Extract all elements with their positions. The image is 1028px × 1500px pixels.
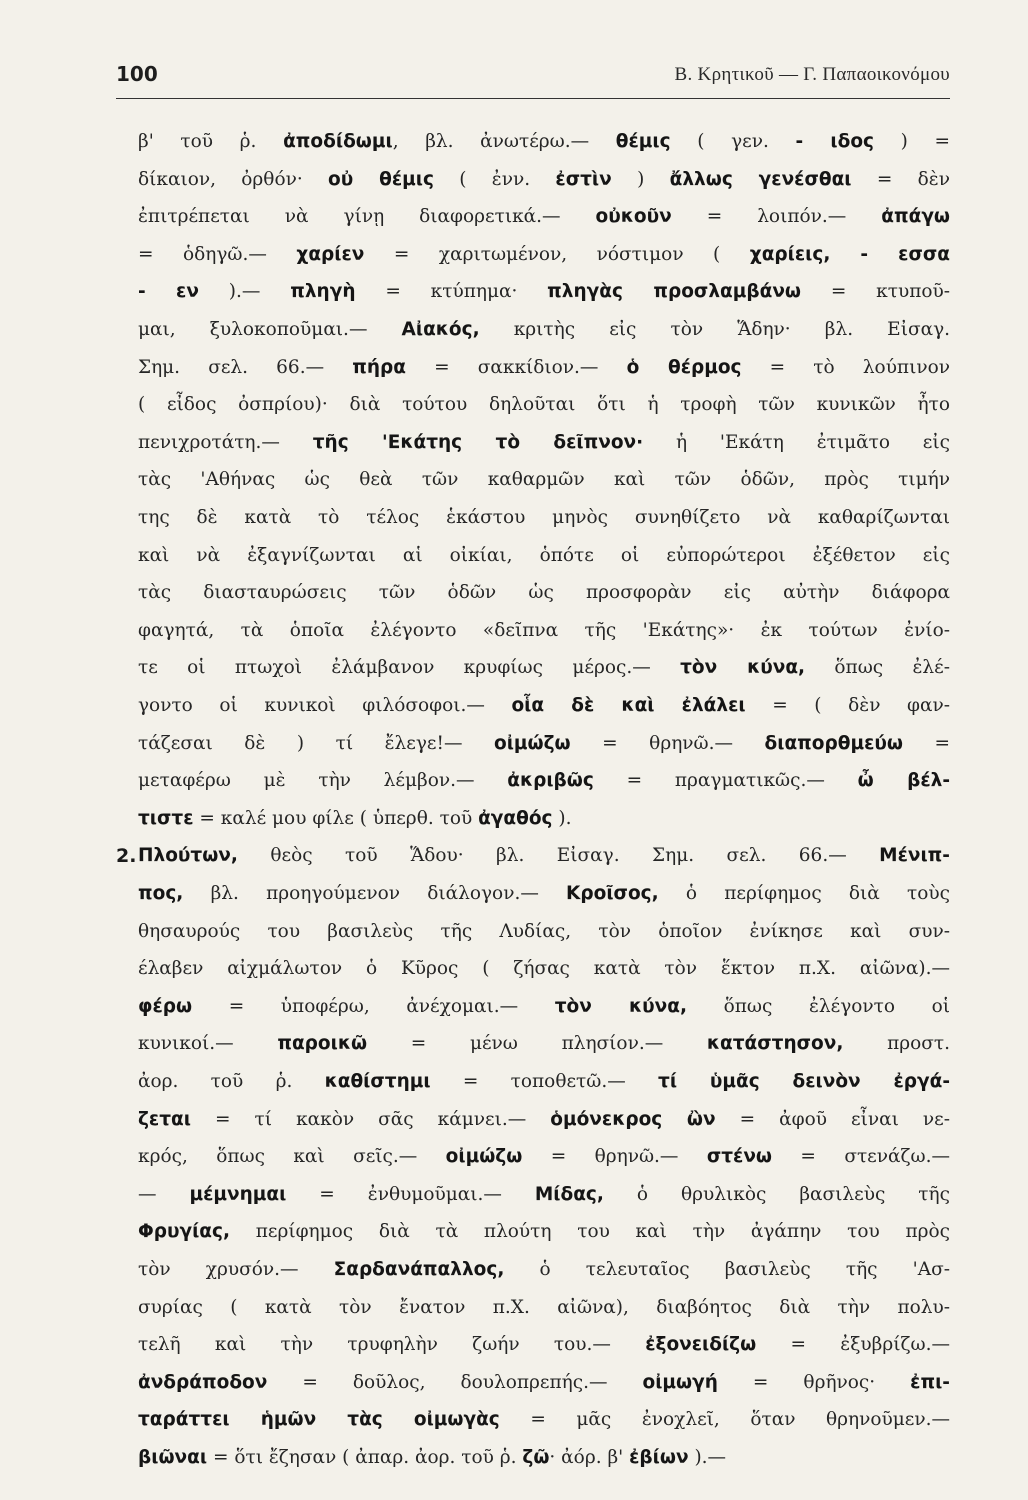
text-line	[138, 163, 950, 197]
headword: στένω	[706, 1146, 773, 1168]
headword: Μίδας,	[534, 1183, 604, 1205]
headword: πήρα	[352, 356, 406, 378]
headword: τὸν κύνα,	[680, 657, 806, 679]
gloss-text: ἀορ. τοῦ ῥ.	[138, 1071, 325, 1092]
gloss-text: περίφημος διὰ τὰ πλούτη του καὶ τὴν ἀγάπην του πρὸς	[229, 1221, 950, 1243]
headword: Μένιπ-	[879, 845, 950, 867]
headword: ταράττει ἡμῶν τὰς οἰμωγὰς	[138, 1409, 500, 1431]
gloss-text: θεὸς τοῦ Ἅδου· βλ. Εἰσαγ. Σημ. σελ. 66.—	[237, 845, 880, 867]
headword: ἐστὶν	[555, 168, 612, 190]
gloss-text: προστ.	[843, 1033, 950, 1055]
headword: καθίστημι	[324, 1071, 431, 1092]
headword: τὸν κύνα,	[554, 995, 688, 1017]
gloss-text: )	[611, 168, 670, 190]
text-line	[138, 877, 950, 911]
text-line	[138, 1027, 950, 1061]
gloss-text: = τί κακὸν σᾶς κάμνει.—	[190, 1108, 551, 1130]
gloss-text: = ἐνθυμοῦμαι.—	[286, 1183, 535, 1205]
text-line	[138, 1178, 950, 1212]
headword: ὁμόνεκρος ὢν	[550, 1108, 716, 1130]
text-line	[138, 388, 950, 422]
headword: διαπορθμεύω	[764, 732, 903, 754]
headword: οὐκοῦν	[595, 206, 672, 228]
text-line	[138, 351, 950, 385]
text-line	[138, 764, 950, 798]
gloss-text: = τὸ λούπινον	[741, 356, 950, 378]
headword: Κροῖσος,	[566, 883, 659, 904]
gloss-text: = ( δὲν φαν-	[745, 695, 950, 716]
text-line	[138, 1366, 950, 1400]
gloss-text: τὰς 'Αθήνας ὡς θεὰ τῶν καθαρμῶν καὶ τῶν ὁδῶν, πρὸς τιμήν	[138, 469, 950, 491]
gloss-text: ὅπως ἐλέ-	[805, 657, 950, 679]
headword: πος,	[138, 883, 184, 904]
gloss-text: καὶ νὰ ἐξαγνίζωνται αἱ οἰκίαι, ὁπότε οἱ εὐπορώτεροι ἐξέθετον εἰς	[138, 544, 950, 566]
headword: οἰμώζω	[493, 732, 571, 754]
gloss-text: μεταφέρω μὲ τὴν λέμβον.—	[138, 770, 508, 792]
gloss-text: κυνικοί.—	[138, 1033, 278, 1055]
gloss-text: = θρῆνος·	[717, 1371, 911, 1393]
gloss-text: ) =	[874, 131, 950, 152]
text-line	[138, 463, 950, 497]
gloss-text: = μένω πλησίον.—	[367, 1033, 707, 1055]
text-line	[138, 651, 950, 685]
gloss-text: τελῆ καὶ τὴν τρυφηλὴν ζωήν του.—	[138, 1334, 646, 1356]
text-line	[138, 1103, 950, 1137]
gloss-text: = κτυποῦ-	[801, 281, 950, 303]
gloss-text: της δὲ κατὰ τὸ τέλος ἑκάστου μηνὸς συνηθίζετο νὰ καθαρίζωνται	[138, 507, 950, 528]
gloss-text: = καλέ μου φίλε ( ὑπερθ. τοῦ	[193, 807, 479, 829]
gloss-text: συρίας ( κατὰ τὸν ἔνατον π.Χ. αἰῶνα), διαβόητος διὰ τὴν πολυ-	[138, 1296, 950, 1318]
gloss-text: γοντο οἱ κυνικοὶ φιλόσοφοι.—	[138, 695, 512, 716]
page-number: 100	[116, 62, 158, 86]
gloss-text: = θρηνῶ.—	[570, 732, 765, 754]
gloss-text: = μᾶς ἐνοχλεῖ, ὅταν θρηνοῦμεν.—	[499, 1409, 950, 1431]
headword: - ιδος	[795, 131, 874, 152]
headword: ἐβίων	[629, 1447, 689, 1468]
gloss-text: = ὁδηγῶ.—	[138, 243, 297, 265]
gloss-text: ὁ θρυλικὸς βασιλεὺς τῆς	[603, 1183, 950, 1205]
headword: οἷα δὲ καὶ ἐλάλει	[511, 695, 746, 716]
gloss-text: = δὲν	[851, 168, 950, 190]
text-line	[138, 576, 950, 610]
page-header	[116, 62, 950, 92]
headword: ἐπι-	[910, 1371, 950, 1393]
gloss-text: Σημ. σελ. 66.—	[138, 356, 353, 378]
gloss-text: θησαυρούς του βασιλεὺς τῆς Λυδίας, τὸν ὁποῖον ἐνίκησε καὶ συν-	[138, 920, 950, 942]
gloss-text: = σακκίδιον.—	[406, 356, 627, 378]
gloss-text: = κτύπημα·	[355, 281, 548, 303]
gloss-text: , βλ. ἀνωτέρω.—	[392, 131, 616, 152]
headword: ἄλλως γενέσθαι	[669, 168, 852, 190]
headword: οἰμωγή	[642, 1371, 718, 1393]
gloss-text: = λοιπόν.—	[671, 206, 882, 228]
gloss-text: —	[138, 1183, 190, 1205]
running-head: Β. Κρητικοῦ — Γ. Παπαοικονόμου	[674, 64, 950, 85]
headword: ζεται	[138, 1108, 191, 1130]
headword: πληγὰς προσλαμβάνω	[547, 281, 802, 303]
gloss-text: = χαριτωμένον, νόστιμον (	[364, 243, 750, 265]
gloss-text: ( γεν.	[670, 131, 796, 152]
text-line	[138, 1215, 950, 1249]
header-rule	[116, 98, 950, 99]
headword: Αἰακός,	[401, 319, 480, 340]
headword: ἀκριβῶς	[507, 770, 594, 792]
text-line	[138, 952, 950, 986]
gloss-text: = τοποθετῶ.—	[430, 1071, 659, 1092]
text-line	[138, 1403, 950, 1437]
gloss-text: φαγητά, τὰ ὁποῖα ἐλέγοντο «δεῖπνα τῆς 'Εκάτης»· ἐκ τούτων ἐνίο-	[138, 619, 950, 641]
text-line	[138, 501, 950, 535]
text-line	[138, 839, 950, 873]
headword: οὐ θέμις	[328, 168, 434, 190]
text-line	[138, 238, 950, 272]
headword: ἀγαθός	[478, 807, 553, 829]
headword: Φρυγίας,	[138, 1221, 230, 1243]
text-line	[138, 1065, 950, 1099]
gloss-text: τὸν χρυσόν.—	[138, 1259, 334, 1280]
text-line	[138, 1291, 950, 1325]
gloss-text: κρός, ὅπως καὶ σεῖς.—	[138, 1146, 446, 1168]
text-line	[138, 125, 950, 159]
headword: Σαρδανάπαλλος,	[333, 1259, 505, 1280]
gloss-text: = θρηνῶ.—	[522, 1146, 707, 1168]
headword: Πλούτων,	[138, 845, 238, 867]
gloss-text: κριτὴς εἰς τὸν Ἅδην· βλ. Εἰσαγ.	[479, 319, 950, 340]
gloss-text: τε οἱ πτωχοὶ ἐλάμβανον κρυφίως μέρος.—	[138, 657, 681, 679]
headword: τῆς 'Εκάτης τὸ δεῖπνον·	[312, 431, 644, 453]
text-line	[138, 275, 950, 309]
headword: βιῶναι	[138, 1447, 208, 1468]
text-line	[138, 802, 950, 836]
headword: οἰμώζω	[445, 1146, 523, 1168]
text-line	[138, 1328, 950, 1362]
headword: μέμνημαι	[189, 1183, 287, 1205]
gloss-text: δίκαιον, ὀρθόν·	[138, 168, 329, 190]
gloss-text: =	[902, 732, 950, 754]
gloss-text: ( εἶδος ὀσπρίου)· διὰ τούτου δηλοῦται ὅτι ἡ τροφὴ τῶν κυνικῶν ἦτο	[138, 394, 950, 416]
gloss-text: · ἀόρ. β'	[549, 1447, 630, 1468]
text-line	[138, 1253, 950, 1287]
gloss-text: ἡ 'Εκάτη ἐτιμᾶτο εἰς	[643, 431, 950, 453]
gloss-text: = ἀφοῦ εἶναι νε-	[715, 1108, 950, 1130]
text-line	[138, 1140, 950, 1174]
text-line	[138, 614, 950, 648]
gloss-text: τάζεσαι δὲ ) τί ἔλεγε!—	[138, 732, 494, 754]
headword: ἀπάγω	[881, 206, 950, 228]
gloss-text: ὅπως ἐλέγοντο οἱ	[687, 995, 950, 1017]
headword: χαρίεις, - εσσα	[749, 243, 950, 265]
gloss-text: = ὅτι ἔζησαν ( ἀπαρ. ἀορ. τοῦ ῥ.	[207, 1447, 523, 1468]
headword: ἀνδράποδον	[138, 1371, 268, 1393]
headword: τί ὑμᾶς δεινὸν ἐργά-	[658, 1071, 950, 1092]
headword: κατάστησον,	[706, 1033, 844, 1055]
gloss-text: ).—	[688, 1447, 727, 1468]
gloss-text: = ὑποφέρω, ἀνέχομαι.—	[192, 995, 555, 1017]
gloss-text: ( ἐνν.	[433, 168, 556, 190]
text-line	[138, 539, 950, 573]
text-line	[138, 313, 950, 347]
headword: ἐξονειδίζω	[645, 1334, 757, 1356]
gloss-text: = ἐξυβρίζω.—	[756, 1334, 950, 1356]
headword: πληγὴ	[290, 281, 356, 303]
gloss-text: = πραγματικῶς.—	[593, 770, 858, 792]
gloss-text: ὁ τελευταῖος βασιλεὺς τῆς 'Ασ-	[504, 1259, 950, 1280]
gloss-text: έλαβεν αἰχμάλωτον ὁ Κῦρος ( ζήσας κατὰ τὸν ἕκτον π.Χ. αἰῶνα).—	[138, 958, 950, 980]
headword: τιστε	[138, 807, 194, 829]
gloss-text: τὰς διασταυρώσεις τῶν ὁδῶν ὡς προσφορὰν εἰς αὐτὴν διάφορα	[138, 582, 950, 604]
headword: ἀποδίδωμι	[283, 131, 393, 152]
gloss-text: βλ. προηγούμενον διάλογον.—	[183, 883, 567, 904]
gloss-text: ὁ περίφημος διὰ τοὺς	[658, 883, 950, 904]
gloss-text: πενιχροτάτη.—	[138, 431, 313, 453]
gloss-text: β' τοῦ ῥ.	[138, 131, 284, 152]
text-line	[138, 1441, 950, 1475]
gloss-text: = δοῦλος, δουλοπρεπής.—	[267, 1371, 643, 1393]
text-line	[138, 426, 950, 460]
text-line	[138, 915, 950, 949]
headword: φέρω	[138, 995, 193, 1017]
paragraph-number: 2.	[116, 845, 137, 868]
text-line	[138, 727, 950, 761]
text-line	[138, 990, 950, 1024]
headword: ὁ θέρμος	[626, 356, 742, 378]
gloss-text: ἐπιτρέπεται νὰ γίνῃ διαφορετικά.—	[138, 206, 596, 228]
gloss-text: μαι, ξυλοκοποῦμαι.—	[138, 319, 402, 340]
headword: - εν	[138, 281, 199, 303]
headword: ζῶ	[522, 1447, 550, 1468]
headword: θέμις	[615, 131, 671, 152]
gloss-text: = στενάζω.—	[772, 1146, 950, 1168]
text-line	[138, 200, 950, 234]
headword: ὦ βέλ-	[857, 770, 950, 792]
gloss-text: ).	[552, 807, 572, 829]
gloss-text: ).—	[198, 281, 291, 303]
text-line	[138, 689, 950, 723]
headword: παροικῶ	[277, 1033, 368, 1055]
headword: χαρίεν	[296, 243, 365, 265]
